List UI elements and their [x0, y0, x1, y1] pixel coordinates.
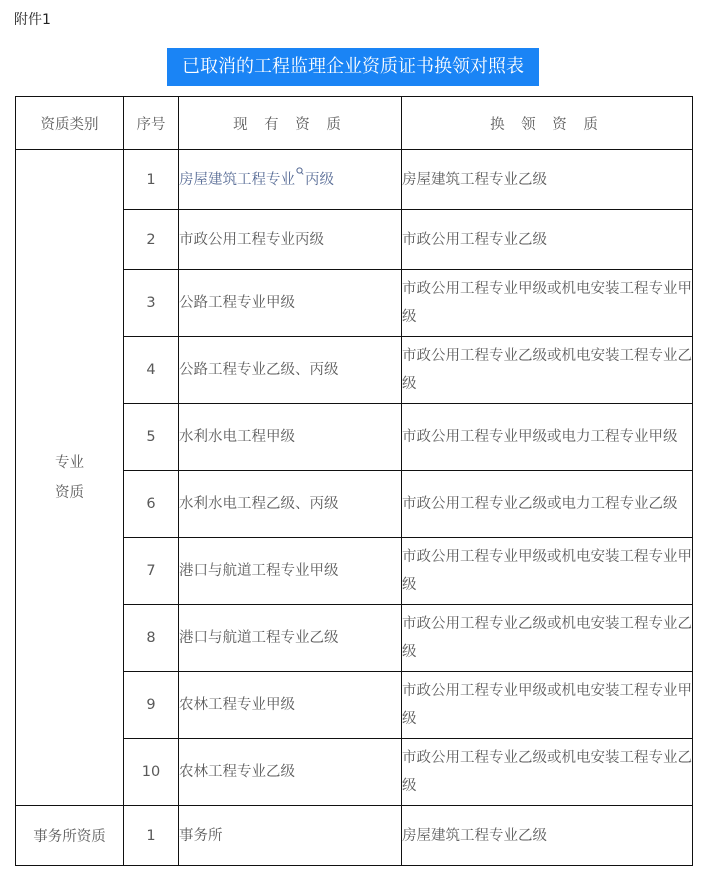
- current-cell: 事务所: [179, 806, 402, 866]
- replacement-cell: 市政公用工程专业甲级或机电安装工程专业甲级: [402, 270, 693, 337]
- seq-cell: 4: [124, 337, 179, 404]
- replacement-cell: 市政公用工程专业乙级或机电安装工程专业乙级: [402, 337, 693, 404]
- current-cell: 农林工程专业乙级: [179, 739, 402, 806]
- replacement-cell: 市政公用工程专业甲级或机电安装工程专业甲级: [402, 672, 693, 739]
- replacement-cell: 房屋建筑工程专业乙级: [402, 806, 693, 866]
- current-qualification-link[interactable]: [179, 150, 402, 210]
- category-office: 事务所资质: [16, 806, 124, 866]
- table-row: [16, 150, 693, 210]
- replacement-cell: 市政公用工程专业乙级或机电安装工程专业乙级: [402, 605, 693, 672]
- seq-cell: 10: [124, 739, 179, 806]
- table-row: [16, 806, 693, 866]
- current-cell: 公路工程专业甲级: [179, 270, 402, 337]
- replacement-cell: 市政公用工程专业甲级或机电安装工程专业甲级: [402, 538, 693, 605]
- replacement-cell: 市政公用工程专业乙级或电力工程专业乙级: [402, 471, 693, 538]
- current-cell: 水利水电工程甲级: [179, 404, 402, 471]
- qualification-comparison-table: [15, 96, 693, 866]
- seq-cell: 1: [124, 150, 179, 210]
- seq-cell: 3: [124, 270, 179, 337]
- replacement-cell: 市政公用工程专业乙级: [402, 210, 693, 270]
- seq-cell: 9: [124, 672, 179, 739]
- current-cell: 水利水电工程乙级、丙级: [179, 471, 402, 538]
- current-cell: 公路工程专业乙级、丙级: [179, 337, 402, 404]
- replacement-cell: 房屋建筑工程专业乙级: [402, 150, 693, 210]
- table-header-row: [16, 97, 693, 150]
- header-seq: 序号: [124, 97, 179, 150]
- current-text-part2[interactable]: 丙级: [305, 171, 334, 188]
- document-title: 已取消的工程监理企业资质证书换领对照表: [167, 48, 539, 86]
- replacement-cell: 市政公用工程专业乙级或机电安装工程专业乙级: [402, 739, 693, 806]
- current-text-part1[interactable]: 房屋建筑工程专业: [179, 171, 295, 188]
- seq-cell: 7: [124, 538, 179, 605]
- attachment-label: 附件1: [14, 12, 51, 28]
- seq-cell: 2: [124, 210, 179, 270]
- current-cell: 农林工程专业甲级: [179, 672, 402, 739]
- current-cell: 港口与航道工程专业乙级: [179, 605, 402, 672]
- seq-cell: 1: [124, 806, 179, 866]
- header-replacement: 换 领 资 质: [402, 97, 693, 150]
- search-icon[interactable]: [296, 167, 304, 177]
- category-professional: [16, 150, 124, 806]
- seq-cell: 6: [124, 471, 179, 538]
- replacement-cell: 市政公用工程专业甲级或电力工程专业甲级: [402, 404, 693, 471]
- seq-cell: 5: [124, 404, 179, 471]
- current-cell: 市政公用工程专业丙级: [179, 210, 402, 270]
- category-line-2: 资质: [55, 484, 84, 501]
- header-category: 资质类别: [16, 97, 124, 150]
- category-line-1: 专业: [55, 454, 84, 471]
- header-current: 现 有 资 质: [179, 97, 402, 150]
- seq-cell: 8: [124, 605, 179, 672]
- current-cell: 港口与航道工程专业甲级: [179, 538, 402, 605]
